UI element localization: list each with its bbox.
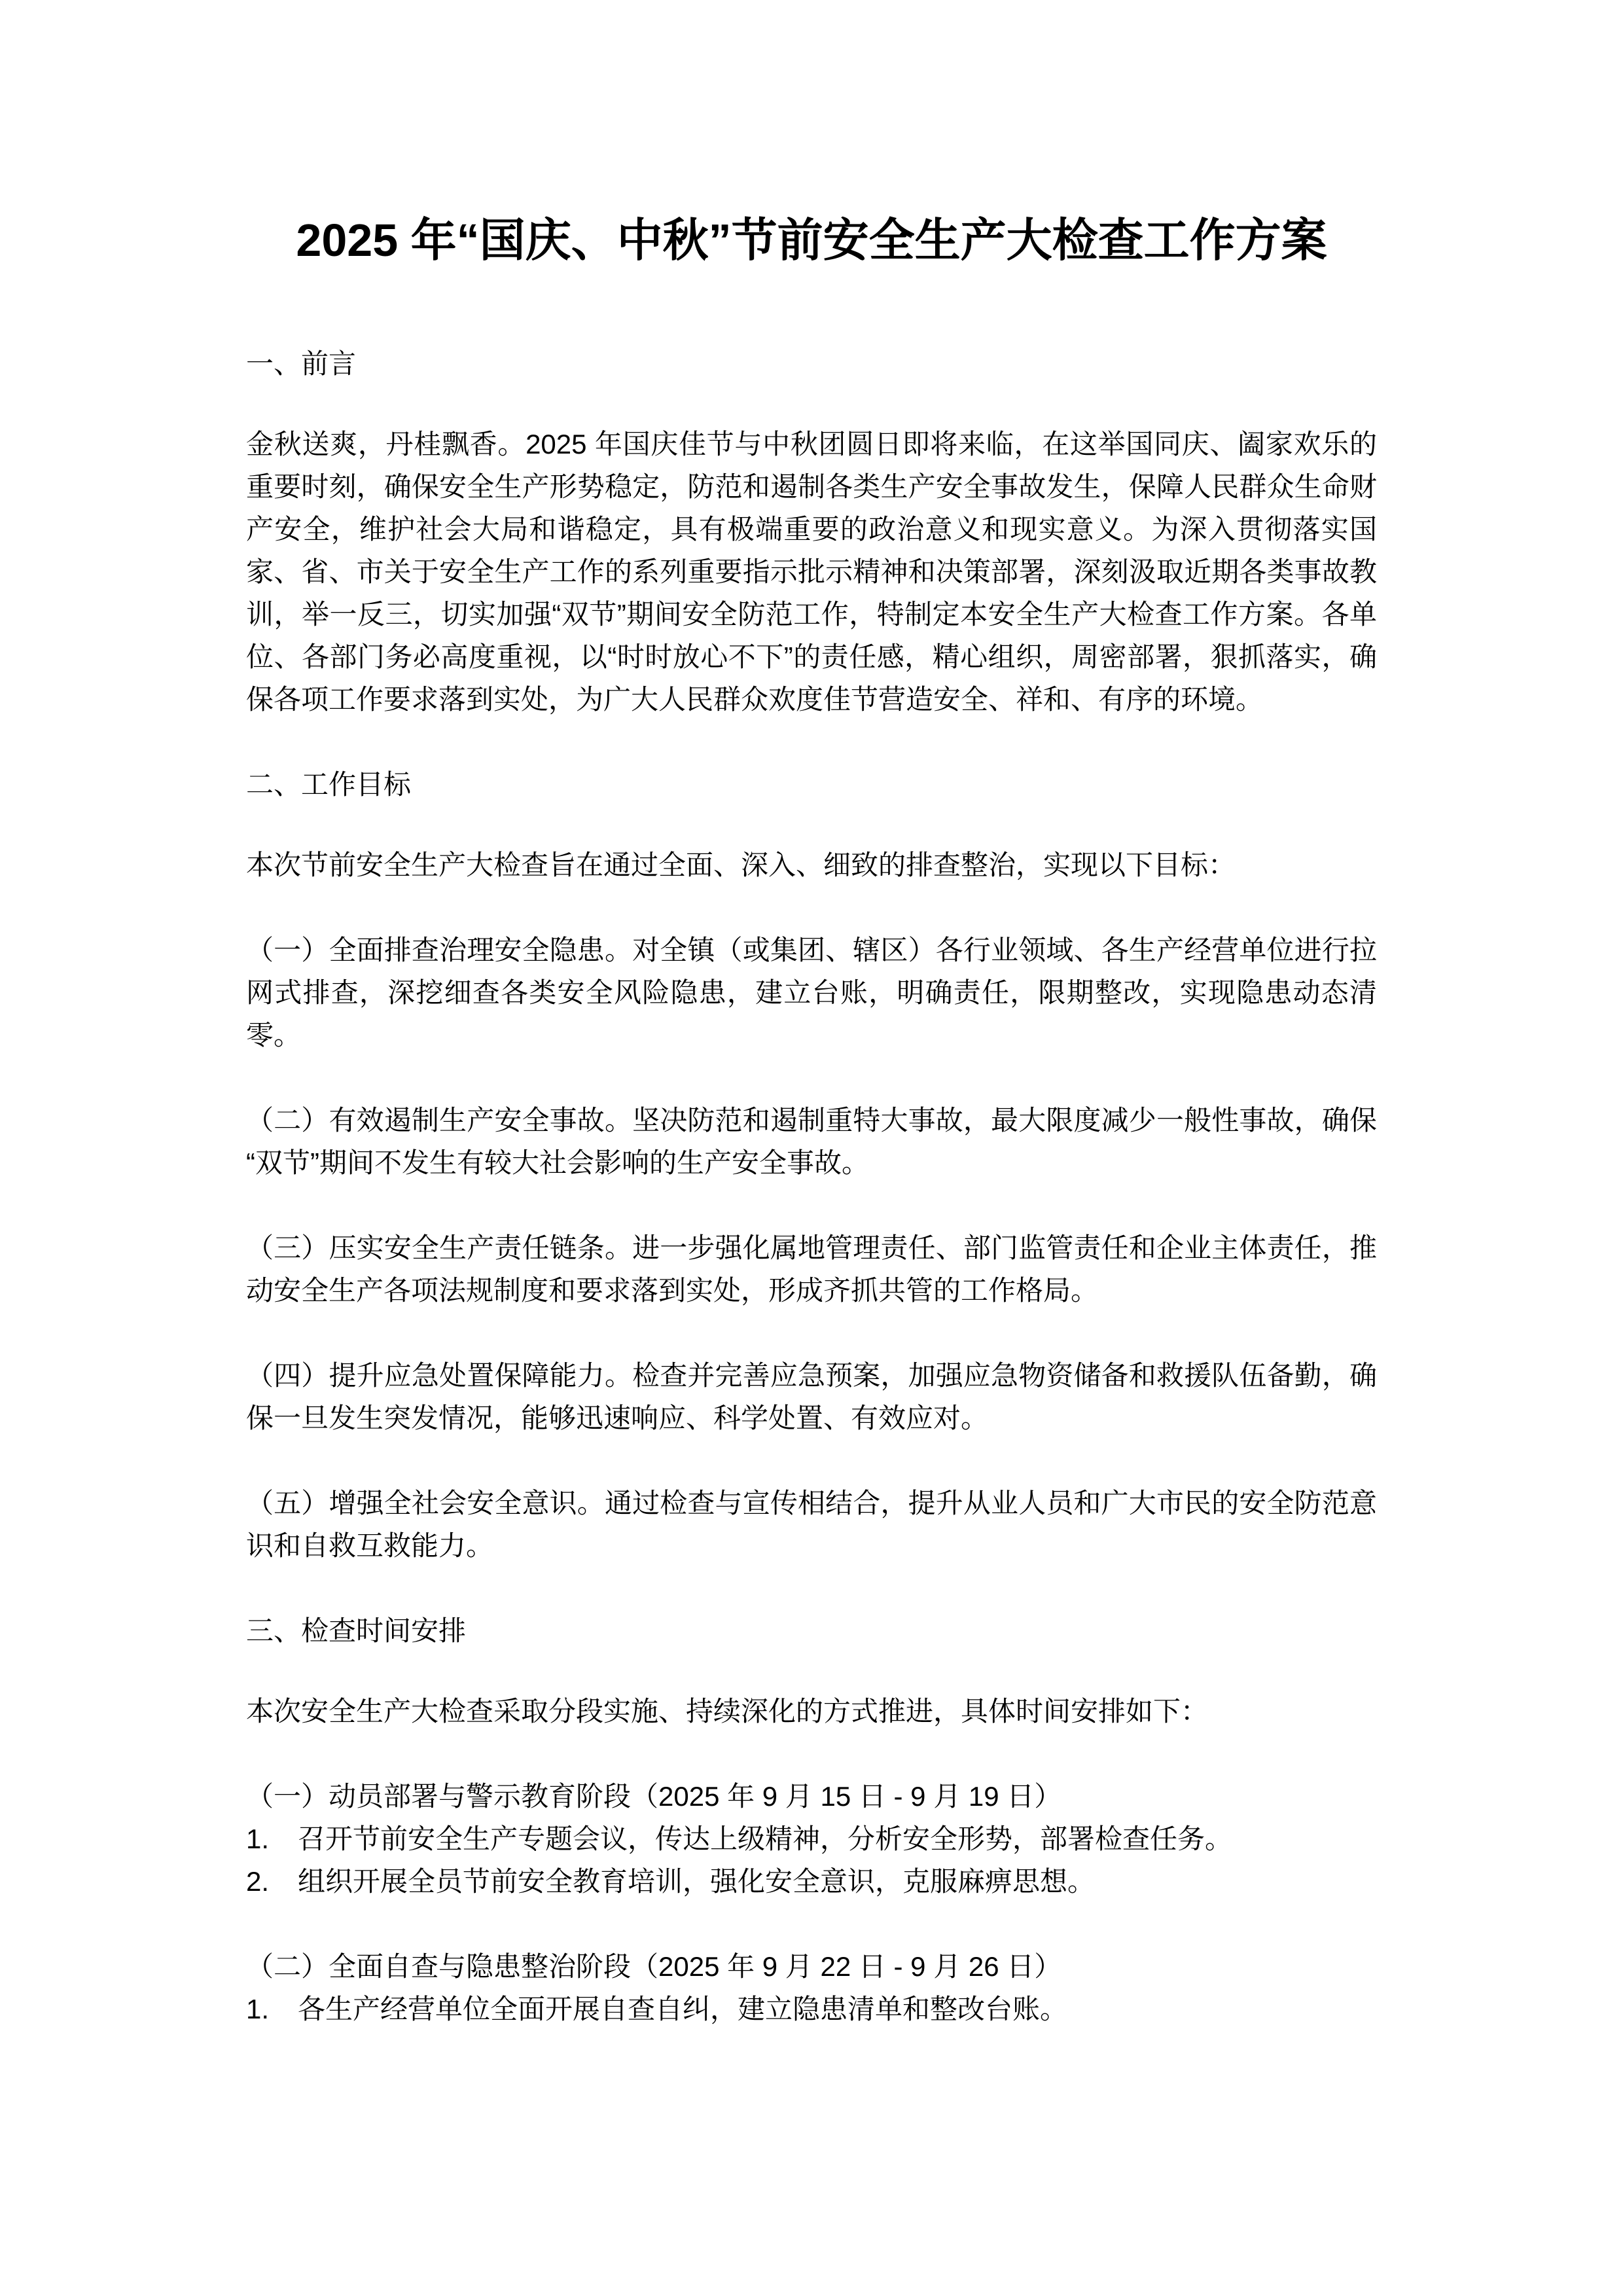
document-title: 2025 年“国庆、中秋”节前安全生产大检查工作方案 xyxy=(296,215,1327,266)
stage-1-list-item-1 xyxy=(246,1818,1377,1860)
list-item-number: 1. xyxy=(246,1994,270,2024)
goal-item-2: （二）有效遏制生产安全事故。坚决防范和遏制重特大事故，最大限度减少一般性事故，确保“双节”期间不发生有较大社会影响的生产安全事故。 xyxy=(246,1105,1377,1178)
list-item-text: 各生产经营单位全面开展自查自纠，建立隐患清单和整改台账。 xyxy=(298,1994,1068,2024)
list-item-text: 召开节前安全生产专题会议，传达上级精神，分析安全形势，部署检查任务。 xyxy=(298,1823,1233,1854)
stage-1-list-item-2 xyxy=(246,1860,1377,1903)
goal-item-4: （四）提升应急处置保障能力。检查并完善应急预案，加强应急物资储备和救援队伍备勤，确保一旦发生突发情况，能够迅速响应、科学处置、有效应对。 xyxy=(246,1360,1377,1433)
goal-item-1: （一）全面排查治理安全隐患。对全镇（或集团、辖区）各行业领域、各生产经营单位进行拉网式排查，深挖细查各类安全风险隐患，建立台账，明确责任，限期整改，实现隐患动态清零。 xyxy=(246,935,1377,1050)
list-item-text: 组织开展全员节前安全教育培训，强化安全意识，克服麻痹思想。 xyxy=(298,1866,1096,1897)
stage-2-list-item-1 xyxy=(246,1988,1377,2030)
stage-1-heading: （一）动员部署与警示教育阶段（2025 年 9 月 15 日 - 9 月 19 日） xyxy=(246,1781,1062,1812)
goals-intro-paragraph: 本次节前安全生产大检查旨在通过全面、深入、细致的排查整治，实现以下目标： xyxy=(246,850,1236,880)
list-item-number: 2. xyxy=(246,1866,270,1897)
section-heading-preface: 一、前言 xyxy=(246,348,357,379)
section-heading-schedule: 三、检查时间安排 xyxy=(246,1615,467,1646)
goal-item-3: （三）压实安全生产责任链条。进一步强化属地管理责任、部门监管责任和企业主体责任，推动安全生产各项法规制度和要求落到实处，形成齐抓共管的工作格局。 xyxy=(246,1232,1377,1306)
stage-2-heading: （二）全面自查与隐患整治阶段（2025 年 9 月 22 日 - 9 月 26 日） xyxy=(246,1951,1062,1982)
section-heading-goals: 二、工作目标 xyxy=(246,769,412,800)
preface-paragraph: 金秋送爽，丹桂飘香。2025 年国庆佳节与中秋团圆日即将来临，在这举国同庆、阖家欢乐的重要时刻，确保安全生产形势稳定，防范和遏制各类生产安全事故发生，保障人民群众生命财产安全，维护社会大局和谐稳定，具有极端重要的政治意义和现实意义。为深入贯彻落实国家、省、市关于安全生产工作的系列重要指示批示精神和决策部署，深刻汲取近期各类事故教训，举一反三，切实加强“双节”期间安全防范工作，特制定本安全生产大检查工作方案。各单位、各部门务必高度重视，以“时时放心不下”的责任感，精心组织，周密部署，狠抓落实，确保各项工作要求落到实处，为广大人民群众欢度佳节营造安全、祥和、有序的环境。 xyxy=(246,429,1377,715)
goal-item-5: （五）增强全社会安全意识。通过检查与宣传相结合，提升从业人员和广大市民的安全防范意识和自救互救能力。 xyxy=(246,1488,1377,1561)
list-item-number: 1. xyxy=(246,1823,270,1854)
schedule-intro-paragraph: 本次安全生产大检查采取分段实施、持续深化的方式推进，具体时间安排如下： xyxy=(246,1696,1209,1727)
